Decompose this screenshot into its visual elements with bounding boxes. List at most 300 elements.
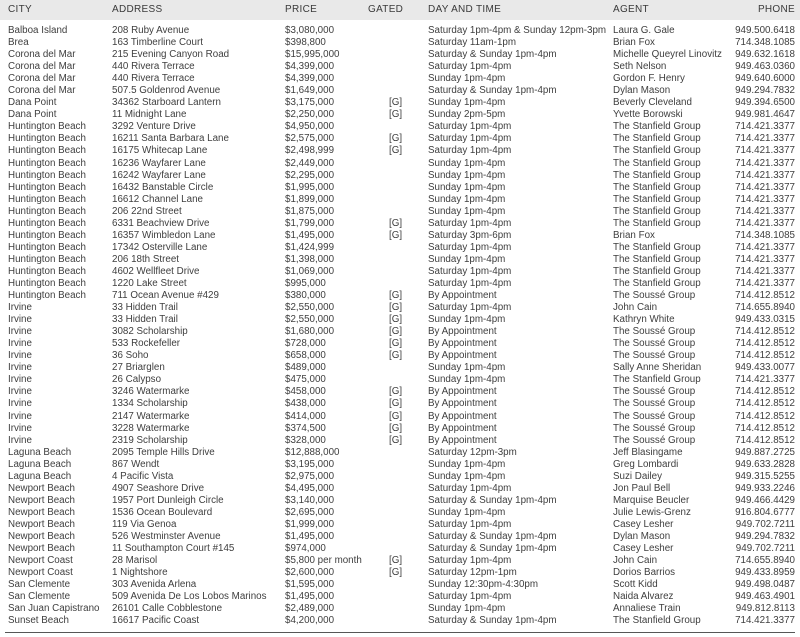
cell-gated-marker [368, 459, 428, 471]
cell-phone: 714.348.1085 [735, 37, 795, 49]
column-header-agent: AGENT [613, 4, 649, 15]
cell-address: 16175 Whitecap Lane [112, 145, 208, 157]
cell-price: $4,950,000 [285, 121, 335, 133]
cell-price: $3,080,000 [285, 25, 335, 36]
cell-phone: 949.632.1618 [735, 49, 795, 61]
cell-city: Newport Beach [8, 543, 75, 555]
cell-day-and-time: Sunday 1pm-4pm [428, 73, 506, 85]
cell-city: Corona del Mar [8, 49, 76, 61]
cell-address: 867 Wendt [112, 458, 160, 470]
cell-agent: Casey Lesher [613, 518, 674, 530]
table-row [0, 483, 800, 495]
cell-phone: 714.412.8512 [735, 350, 795, 362]
table-row [0, 278, 800, 290]
cell-city: Irvine [8, 338, 32, 350]
cell-price: $658,000 [285, 350, 326, 362]
cell-price: $12,888,000 [285, 446, 340, 458]
cell-agent: Seth Nelson [613, 61, 667, 73]
cell-city: Huntington Beach [8, 205, 86, 217]
cell-city: Laguna Beach [8, 470, 72, 482]
cell-agent: The Stanfield Group [613, 253, 701, 265]
cell-day-and-time: Saturday 1pm-4pm [428, 277, 512, 289]
cell-day-and-time: By Appointment [428, 434, 497, 446]
cell-phone: 714.421.3377 [735, 241, 795, 253]
cell-gated-marker [368, 591, 428, 603]
cell-day-and-time: By Appointment [428, 398, 497, 410]
table-row [0, 314, 800, 326]
cell-phone: 714.412.8512 [735, 326, 795, 338]
cell-city: Newport Beach [8, 494, 75, 506]
cell-day-and-time: Sunday 1pm-4pm [428, 362, 506, 374]
cell-city: Newport Coast [8, 555, 73, 567]
cell-gated-marker [368, 266, 428, 278]
cell-day-and-time: Saturday 1pm-4pm [428, 133, 512, 145]
cell-gated-marker [368, 362, 428, 374]
cell-phone: 714.412.8512 [735, 398, 795, 410]
table-row [0, 85, 800, 97]
cell-city: Huntington Beach [8, 145, 86, 157]
cell-address: 4907 Seashore Drive [112, 482, 205, 494]
cell-price: $728,000 [285, 338, 326, 350]
cell-day-and-time: Saturday 1pm-4pm [428, 217, 512, 229]
cell-city: Corona del Mar [8, 73, 76, 85]
cell-address: 16242 Wayfarer Lane [112, 169, 206, 181]
cell-city: Huntington Beach [8, 217, 86, 229]
cell-gated-marker: [G] [389, 97, 403, 109]
column-header-price: PRICE [285, 4, 318, 15]
cell-phone: 949.294.7832 [735, 85, 795, 97]
cell-price: $2,550,000 [285, 302, 335, 314]
bottom-rule [5, 632, 795, 633]
cell-city: Irvine [8, 386, 32, 398]
table-row [0, 519, 800, 531]
cell-address: 3082 Scholarship [112, 326, 188, 338]
cell-gated-marker [368, 85, 428, 97]
cell-agent: The Stanfield Group [613, 374, 701, 386]
cell-price: $414,000 [285, 410, 326, 422]
table-row [0, 386, 800, 398]
cell-agent: The Soussé Group [613, 338, 696, 350]
cell-phone: 714.421.3377 [735, 265, 795, 277]
cell-day-and-time: By Appointment [428, 386, 497, 398]
cell-phone: 949.433.0315 [735, 314, 795, 326]
cell-agent: The Stanfield Group [613, 133, 701, 145]
cell-day-and-time: Sunday 1pm-4pm [428, 193, 506, 205]
cell-address: 36 Soho [112, 350, 149, 362]
cell-agent: The Soussé Group [613, 326, 696, 338]
cell-phone: 714.421.3377 [735, 121, 795, 133]
table-row [0, 25, 800, 37]
table-row [0, 73, 800, 85]
cell-city: Newport Coast [8, 567, 73, 579]
cell-agent: The Stanfield Group [613, 615, 701, 627]
cell-day-and-time: Saturday 12pm-1pm [428, 567, 517, 579]
cell-day-and-time: Saturday 1pm-4pm [428, 121, 512, 133]
table-row [0, 170, 800, 182]
cell-city: Sunset Beach [8, 615, 70, 627]
cell-address: 1220 Lake Street [112, 277, 187, 289]
cell-price: $1,899,000 [285, 193, 335, 205]
table-row [0, 350, 800, 362]
cell-phone: 949.466.4429 [735, 494, 795, 506]
cell-price: $1,495,000 [285, 229, 335, 241]
cell-day-and-time: Saturday 1pm-4pm [428, 555, 512, 567]
cell-day-and-time: Saturday & Sunday 1pm-4pm [428, 85, 557, 97]
cell-gated-marker [368, 495, 428, 507]
cell-gated-marker [368, 25, 428, 37]
cell-city: Laguna Beach [8, 446, 72, 458]
cell-city: Irvine [8, 374, 32, 386]
cell-gated-marker [368, 37, 428, 49]
cell-address: 17342 Osterville Lane [112, 241, 208, 253]
cell-price: $974,000 [285, 543, 326, 555]
cell-price: $475,000 [285, 374, 326, 386]
table-row [0, 543, 800, 555]
cell-gated-marker [368, 242, 428, 254]
cell-phone: 714.421.3377 [735, 205, 795, 217]
cell-address: 16236 Wayfarer Lane [112, 157, 206, 169]
cell-gated-marker [368, 206, 428, 218]
cell-agent: Kathryn White [613, 314, 675, 326]
cell-phone: 949.640.6000 [735, 73, 795, 85]
table-row [0, 158, 800, 170]
cell-agent: The Stanfield Group [613, 277, 701, 289]
cell-phone: 949.433.8959 [735, 567, 795, 579]
cell-phone: 714.421.3377 [735, 169, 795, 181]
cell-phone: 714.421.3377 [735, 217, 795, 229]
cell-day-and-time: Sunday 1pm-4pm [428, 470, 506, 482]
cell-phone: 714.412.8512 [735, 290, 795, 302]
cell-phone: 714.421.3377 [735, 133, 795, 145]
cell-phone: 714.421.3377 [735, 193, 795, 205]
cell-phone: 949.315.5255 [735, 470, 795, 482]
table-row [0, 97, 800, 109]
cell-address: 208 Ruby Avenue [112, 25, 190, 36]
cell-price: $1,649,000 [285, 85, 335, 97]
cell-city: Huntington Beach [8, 181, 86, 193]
cell-city: Huntington Beach [8, 133, 86, 145]
cell-city: Irvine [8, 362, 32, 374]
cell-city: Huntington Beach [8, 277, 86, 289]
cell-day-and-time: Sunday 1pm-4pm [428, 157, 506, 169]
cell-city: Huntington Beach [8, 241, 86, 253]
cell-gated-marker [368, 543, 428, 555]
cell-city: Dana Point [8, 109, 57, 121]
cell-price: $3,195,000 [285, 458, 335, 470]
cell-city: Huntington Beach [8, 265, 86, 277]
table-row [0, 49, 800, 61]
cell-agent: Brian Fox [613, 229, 655, 241]
cell-address: 1334 Scholarship [112, 398, 188, 410]
cell-phone: 714.421.3377 [735, 615, 795, 627]
cell-price: $1,595,000 [285, 579, 335, 591]
cell-agent: The Stanfield Group [613, 121, 701, 133]
cell-day-and-time: Saturday 12pm-3pm [428, 446, 517, 458]
cell-agent: Dylan Mason [613, 530, 671, 542]
cell-day-and-time: Sunday 1pm-4pm [428, 506, 506, 518]
cell-price: $2,695,000 [285, 506, 335, 518]
cell-phone: 714.421.3377 [735, 374, 795, 386]
table-row [0, 411, 800, 423]
cell-day-and-time: Sunday 1pm-4pm [428, 458, 506, 470]
cell-city: Irvine [8, 422, 32, 434]
cell-agent: The Soussé Group [613, 398, 696, 410]
cell-day-and-time: Sunday 1pm-4pm [428, 374, 506, 386]
cell-gated-marker [368, 603, 428, 615]
cell-address: 16211 Santa Barbara Lane [112, 133, 229, 145]
table-row [0, 591, 800, 603]
cell-address: 215 Evening Canyon Road [112, 49, 230, 61]
cell-address: 26 Calypso [112, 374, 162, 386]
table-row [0, 109, 800, 121]
cell-agent: Laura G. Gale [613, 25, 675, 36]
cell-address: 509 Avenida De Los Lobos Marinos [112, 591, 267, 603]
cell-agent: Marquise Beucler [613, 494, 690, 506]
cell-price: $2,600,000 [285, 567, 335, 579]
cell-price: $398,800 [285, 37, 326, 49]
cell-city: Newport Beach [8, 530, 75, 542]
cell-city: Huntington Beach [8, 157, 86, 169]
cell-address: 16617 Pacific Coast [112, 615, 200, 627]
cell-agent: The Soussé Group [613, 410, 696, 422]
cell-address: 1 Nightshore [112, 567, 168, 579]
cell-address: 16432 Banstable Circle [112, 181, 214, 193]
cell-city: Newport Beach [8, 518, 75, 530]
cell-phone: 714.348.1085 [735, 229, 795, 241]
cell-gated-marker [368, 170, 428, 182]
cell-gated-marker [368, 194, 428, 206]
cell-gated-marker: [G] [389, 386, 403, 398]
cell-address: 1536 Ocean Boulevard [112, 506, 213, 518]
cell-phone: 916.804.6777 [735, 506, 795, 518]
cell-price: $328,000 [285, 434, 326, 446]
cell-agent: The Soussé Group [613, 422, 696, 434]
cell-agent: Dylan Mason [613, 85, 671, 97]
cell-phone: 949.500.6418 [735, 25, 795, 36]
cell-gated-marker [368, 73, 428, 85]
cell-address: 11 Midnight Lane [112, 109, 187, 121]
table-row [0, 121, 800, 133]
table-row [0, 302, 800, 314]
cell-gated-marker: [G] [389, 555, 403, 567]
cell-price: $2,295,000 [285, 169, 335, 181]
cell-day-and-time: By Appointment [428, 290, 497, 302]
cell-phone: 714.412.8512 [735, 434, 795, 446]
column-header-city: CITY [8, 4, 32, 15]
cell-agent: Annaliese Train [613, 603, 681, 615]
cell-day-and-time: Saturday 1pm-4pm [428, 241, 512, 253]
cell-gated-marker: [G] [389, 314, 403, 326]
cell-day-and-time: By Appointment [428, 350, 497, 362]
cell-phone: 714.655.8940 [735, 555, 795, 567]
cell-gated-marker [368, 507, 428, 519]
cell-gated-marker [368, 471, 428, 483]
cell-price: $1,799,000 [285, 217, 335, 229]
cell-phone: 949.498.0487 [735, 579, 795, 591]
table-row [0, 218, 800, 230]
cell-city: Huntington Beach [8, 121, 86, 133]
table-row [0, 242, 800, 254]
cell-address: 16612 Channel Lane [112, 193, 203, 205]
cell-phone: 714.421.3377 [735, 145, 795, 157]
cell-day-and-time: Saturday 1pm-4pm [428, 591, 512, 603]
table-row [0, 182, 800, 194]
cell-city: Huntington Beach [8, 229, 86, 241]
cell-gated-marker: [G] [389, 338, 403, 350]
table-row [0, 290, 800, 302]
cell-city: Irvine [8, 314, 32, 326]
cell-phone: 714.412.8512 [735, 338, 795, 350]
cell-price: $2,575,000 [285, 133, 335, 145]
cell-address: 303 Avenida Arlena [112, 579, 197, 591]
cell-address: 507.5 Goldenrod Avenue [112, 85, 221, 97]
cell-phone: 949.633.2828 [735, 458, 795, 470]
cell-agent: The Stanfield Group [613, 217, 701, 229]
cell-day-and-time: Saturday 3pm-6pm [428, 229, 512, 241]
cell-gated-marker: [G] [389, 350, 403, 362]
cell-price: $2,449,000 [285, 157, 335, 169]
table-body [0, 25, 800, 627]
cell-address: 3292 Venture Drive [112, 121, 196, 133]
cell-agent: Naida Alvarez [613, 591, 674, 603]
cell-price: $1,995,000 [285, 181, 335, 193]
cell-price: $1,999,000 [285, 518, 335, 530]
cell-city: San Clemente [8, 591, 71, 603]
cell-price: $1,875,000 [285, 205, 335, 217]
table-header [0, 0, 800, 20]
cell-price: $380,000 [285, 290, 326, 302]
cell-price: $1,680,000 [285, 326, 335, 338]
cell-city: Irvine [8, 302, 32, 314]
cell-price: $15,995,000 [285, 49, 340, 61]
cell-gated-marker [368, 519, 428, 531]
cell-city: Huntington Beach [8, 253, 86, 265]
cell-price: $1,424,999 [285, 241, 335, 253]
cell-address: 33 Hidden Trail [112, 314, 178, 326]
cell-agent: The Soussé Group [613, 350, 696, 362]
cell-price: $3,175,000 [285, 97, 335, 109]
cell-price: $438,000 [285, 398, 326, 410]
table-row [0, 266, 800, 278]
cell-agent: Greg Lombardi [613, 458, 679, 470]
cell-agent: Julie Lewis-Grenz [613, 506, 691, 518]
cell-address: 4602 Wellfleet Drive [112, 265, 200, 277]
cell-day-and-time: Saturday 1pm-4pm [428, 61, 512, 73]
cell-gated-marker [368, 49, 428, 61]
cell-day-and-time: Saturday 1pm-4pm [428, 482, 512, 494]
cell-agent: Brian Fox [613, 37, 655, 49]
cell-agent: The Stanfield Group [613, 205, 701, 217]
table-row [0, 531, 800, 543]
cell-gated-marker [368, 374, 428, 386]
cell-address: 440 Rivera Terrace [112, 73, 195, 85]
cell-phone: 949.294.7832 [735, 530, 795, 542]
cell-address: 34362 Starboard Lantern [112, 97, 221, 109]
table-row [0, 471, 800, 483]
cell-address: 4 Pacific Vista [112, 470, 174, 482]
cell-day-and-time: Sunday 1pm-4pm [428, 603, 506, 615]
table-row [0, 61, 800, 73]
cell-gated-marker [368, 278, 428, 290]
cell-gated-marker [368, 615, 428, 627]
table-row [0, 615, 800, 627]
cell-price: $489,000 [285, 362, 326, 374]
cell-address: 16357 Wimbledon Lane [112, 229, 216, 241]
table-row [0, 326, 800, 338]
table-row [0, 206, 800, 218]
cell-gated-marker [368, 182, 428, 194]
cell-day-and-time: Saturday 1pm-4pm & Sunday 12pm-3pm [428, 25, 607, 36]
cell-agent: The Stanfield Group [613, 265, 701, 277]
cell-gated-marker: [G] [389, 326, 403, 338]
cell-day-and-time: Sunday 1pm-4pm [428, 253, 506, 265]
cell-price: $4,399,000 [285, 73, 335, 85]
cell-address: 27 Briarglen [112, 362, 165, 374]
cell-day-and-time: By Appointment [428, 422, 497, 434]
cell-agent: Michelle Queyrel Linovitz [613, 49, 722, 61]
table-row [0, 362, 800, 374]
cell-address: 2095 Temple Hills Drive [112, 446, 215, 458]
cell-price: $1,069,000 [285, 265, 335, 277]
cell-agent: John Cain [613, 555, 658, 567]
cell-day-and-time: Saturday 1pm-4pm [428, 302, 512, 314]
cell-agent: Suzi Dailey [613, 470, 663, 482]
cell-agent: The Stanfield Group [613, 193, 701, 205]
cell-day-and-time: Saturday 1pm-4pm [428, 265, 512, 277]
cell-address: 33 Hidden Trail [112, 302, 178, 314]
cell-city: Laguna Beach [8, 458, 72, 470]
table-row [0, 507, 800, 519]
cell-price: $4,200,000 [285, 615, 335, 627]
cell-agent: Casey Lesher [613, 543, 674, 555]
cell-phone: 949.433.0077 [735, 362, 795, 374]
cell-day-and-time: Saturday 1pm-4pm [428, 518, 512, 530]
cell-agent: The Stanfield Group [613, 157, 701, 169]
cell-day-and-time: Saturday & Sunday 1pm-4pm [428, 615, 557, 627]
cell-agent: The Stanfield Group [613, 145, 701, 157]
table-row [0, 194, 800, 206]
table-row [0, 37, 800, 49]
cell-gated-marker: [G] [389, 302, 403, 314]
cell-agent: The Stanfield Group [613, 169, 701, 181]
cell-agent: Yvette Borowski [613, 109, 683, 121]
cell-address: 440 Rivera Terrace [112, 61, 195, 73]
table-row [0, 555, 800, 567]
cell-city: Newport Beach [8, 506, 75, 518]
cell-price: $1,495,000 [285, 530, 335, 542]
cell-address: 2147 Watermarke [112, 410, 190, 422]
cell-gated-marker [368, 579, 428, 591]
cell-city: Huntington Beach [8, 290, 86, 302]
table-row [0, 338, 800, 350]
cell-city: Balboa Island [8, 25, 68, 36]
cell-day-and-time: Saturday & Sunday 1pm-4pm [428, 494, 557, 506]
cell-phone: 714.421.3377 [735, 181, 795, 193]
table-row [0, 230, 800, 242]
column-header-phone: PHONE [757, 4, 795, 15]
cell-day-and-time: Saturday 1pm-4pm [428, 145, 512, 157]
cell-address: 711 Ocean Avenue #429 [112, 290, 219, 302]
column-header-address: ADDRESS [112, 4, 163, 15]
cell-day-and-time: Sunday 1pm-4pm [428, 181, 506, 193]
cell-phone: 714.412.8512 [735, 422, 795, 434]
cell-city: Irvine [8, 326, 32, 338]
cell-city: Irvine [8, 350, 32, 362]
cell-phone: 949.933.2246 [735, 482, 795, 494]
cell-gated-marker [368, 447, 428, 459]
cell-address: 526 Westminster Avenue [112, 530, 221, 542]
cell-gated-marker: [G] [389, 422, 403, 434]
